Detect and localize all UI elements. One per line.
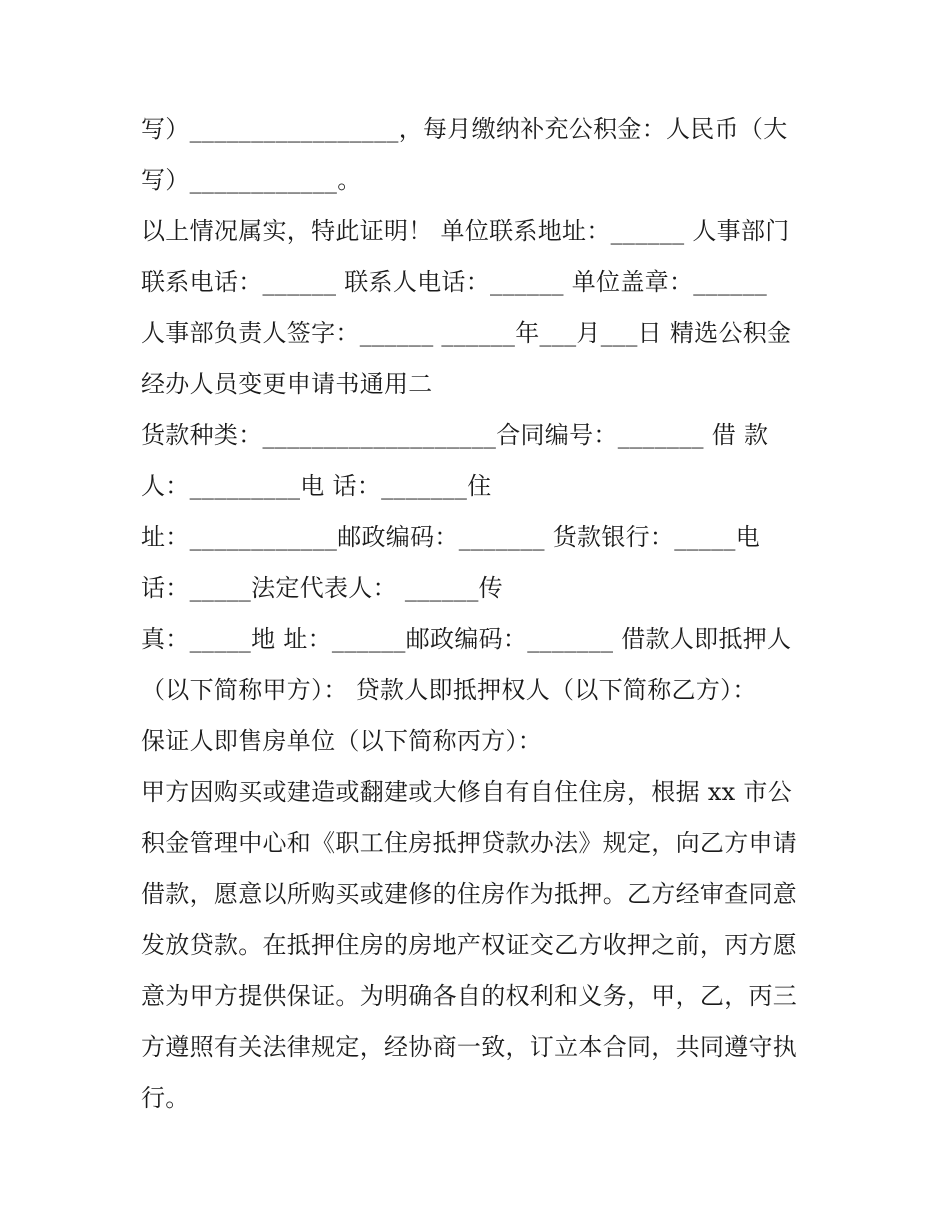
- text-line: 址：____________邮政编码：_______ 货款银行：_____电: [141, 523, 761, 551]
- text-line: 写）____________。: [141, 166, 362, 194]
- paragraph-line: 甲方因购买或建造或翻建或大修自有自住住房，根据 xx 市公: [141, 778, 793, 806]
- document-body: [141, 104, 821, 1124]
- paragraph-line: 方遵照有关法律规定，经协商一致，订立本合同，共同遵守执: [141, 1033, 798, 1061]
- paragraph-line: 发放贷款。在抵押住房的房地产权证交乙方收押之前，丙方愿: [141, 931, 798, 959]
- text-line: 保证人即售房单位（以下简称丙方）：: [141, 727, 543, 755]
- text-line: 以上情况属实，特此证明！ 单位联系地址：______ 人事部门: [141, 217, 790, 245]
- paragraph-line: 意为甲方提供保证。为明确各自的权利和义务，甲，乙，丙三: [141, 982, 798, 1010]
- paragraph-line: 借款，愿意以所购买或建修的住房作为抵押。乙方经审查同意: [141, 880, 798, 908]
- paragraph-line: 积金管理中心和《职工住房抵押贷款办法》规定，向乙方申请: [141, 829, 798, 857]
- paragraph-line: 行。: [141, 1084, 190, 1112]
- text-line: 人事部负责人签字：______ ______年___月___日 精选公积金: [141, 319, 792, 347]
- text-line: 联系电话：______ 联系人电话：______ 单位盖章：______: [141, 268, 768, 296]
- section-title: 经办人员变更申请书通用二: [141, 370, 433, 398]
- text-line: 话：_____法定代表人： ______传: [141, 574, 503, 602]
- text-line: 人：_________电 话：_______住: [141, 472, 492, 500]
- text-line: 写）_________________，每月缴纳补充公积金：人民币（大: [141, 115, 788, 143]
- text-line: 真：_____地 址：______邮政编码：_______ 借款人即抵押人: [141, 625, 792, 653]
- text-line: 货款种类：___________________合同编号：_______ 借 款: [141, 421, 769, 449]
- text-line: （以下简称甲方）： 贷款人即抵押权人（以下简称乙方）：: [141, 676, 757, 704]
